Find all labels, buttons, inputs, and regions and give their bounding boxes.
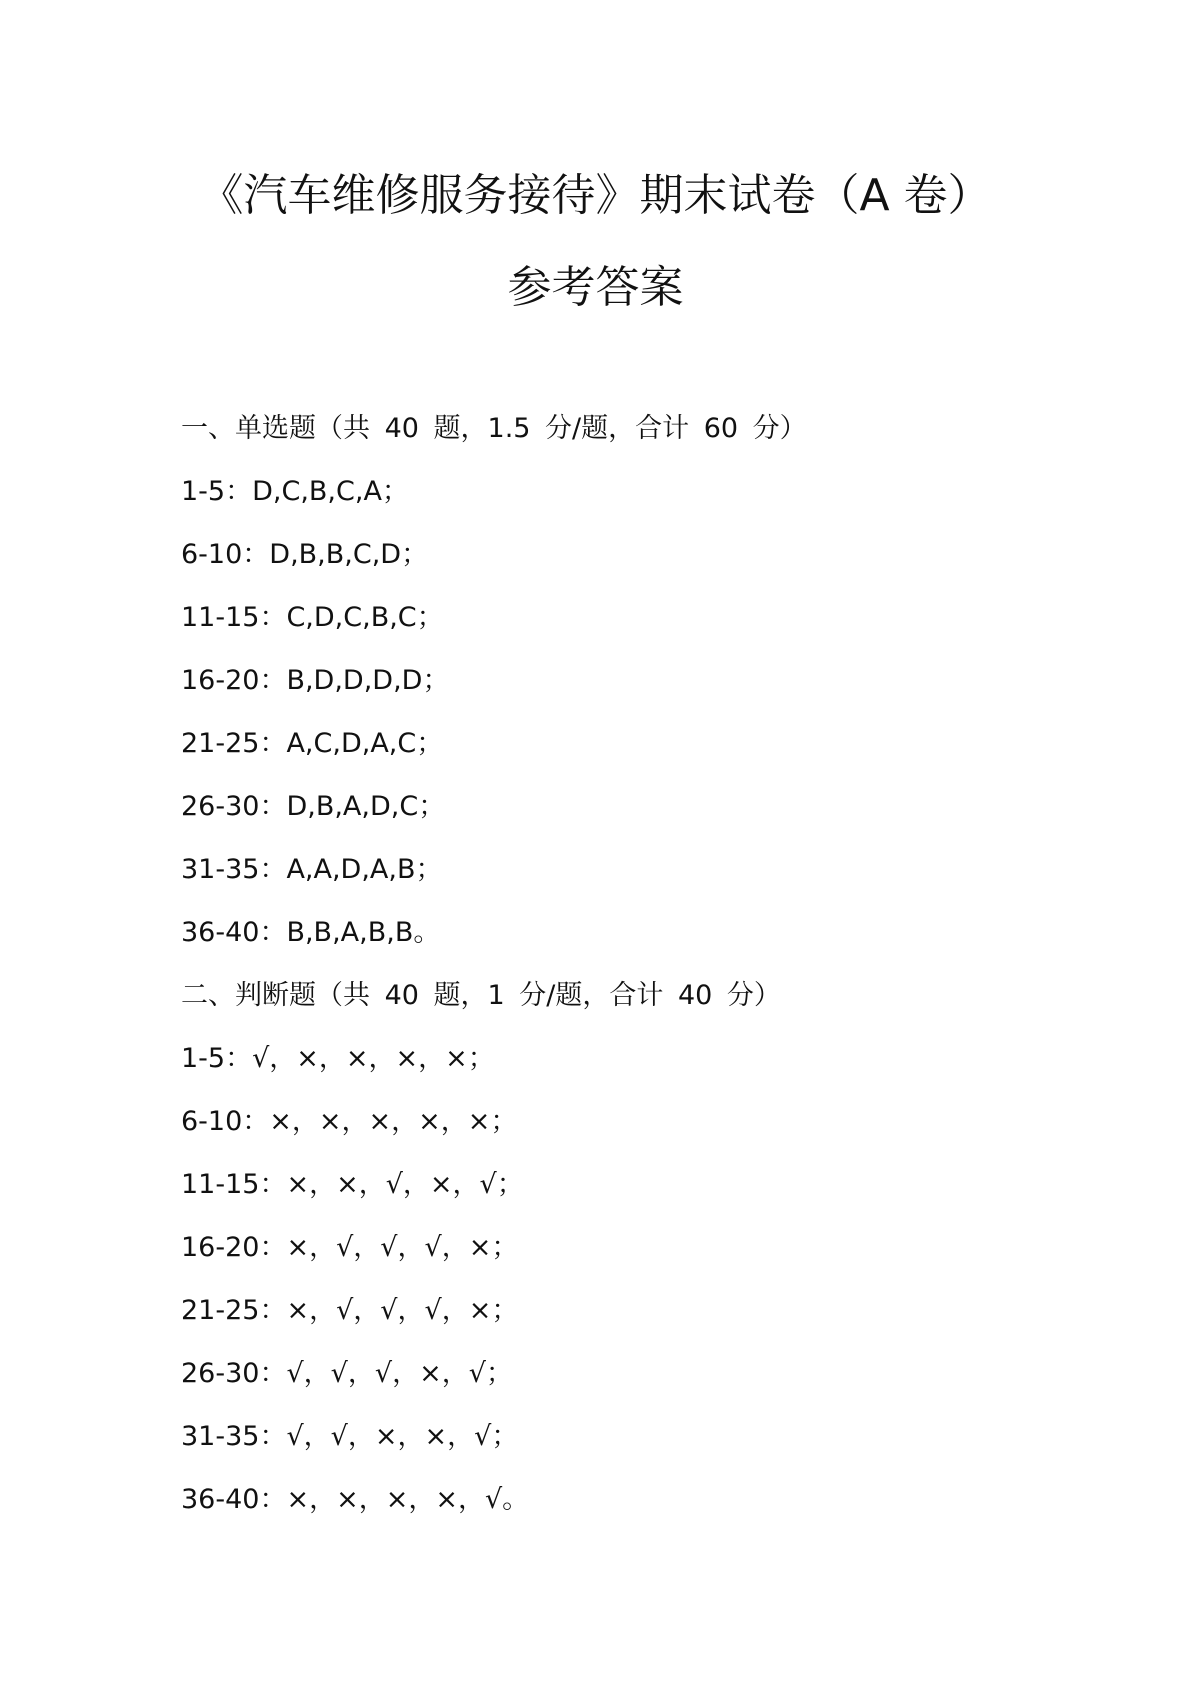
answer-line: 26-30：√，√，√，×，√； bbox=[181, 1358, 513, 1389]
answer-line: 1-5：√，×，×，×，×； bbox=[181, 1043, 495, 1074]
answer-line: 36-40：B,B,A,B,B。 bbox=[181, 917, 441, 948]
answer-line: 21-25：A,C,D,A,C； bbox=[181, 728, 444, 759]
answer-line: 11-15：C,D,C,B,C； bbox=[181, 602, 444, 633]
answer-line: 11-15：×，×，√，×，√； bbox=[181, 1169, 524, 1200]
section-heading-single-choice: 一、单选题（共 40 题，1.5 分/题，合计 60 分） bbox=[181, 413, 807, 444]
answer-line: 21-25：×，√，√，√，×； bbox=[181, 1295, 519, 1326]
answer-line: 1-5：D,C,B,C,A； bbox=[181, 476, 409, 507]
document-title: 《汽车维修服务接待》期末试卷（A 卷） bbox=[199, 170, 992, 221]
answer-line: 6-10：×，×，×，×，×； bbox=[181, 1106, 518, 1137]
section-heading-true-false: 二、判断题（共 40 题，1 分/题，合计 40 分） bbox=[181, 980, 781, 1011]
document-subtitle: 参考答案 bbox=[507, 262, 684, 313]
answer-line: 16-20：B,D,D,D,D； bbox=[181, 665, 450, 696]
answer-line: 6-10：D,B,B,C,D； bbox=[181, 539, 429, 570]
answer-line: 36-40：×，×，×，×，√。 bbox=[181, 1484, 530, 1515]
answer-line: 31-35：A,A,D,A,B； bbox=[181, 854, 443, 885]
answer-content bbox=[181, 404, 1141, 1538]
answer-line: 26-30：D,B,A,D,C； bbox=[181, 791, 446, 822]
answer-line: 31-35：√，√，×，×，√； bbox=[181, 1421, 519, 1452]
answer-line: 16-20：×，√，√，√，×； bbox=[181, 1232, 519, 1263]
